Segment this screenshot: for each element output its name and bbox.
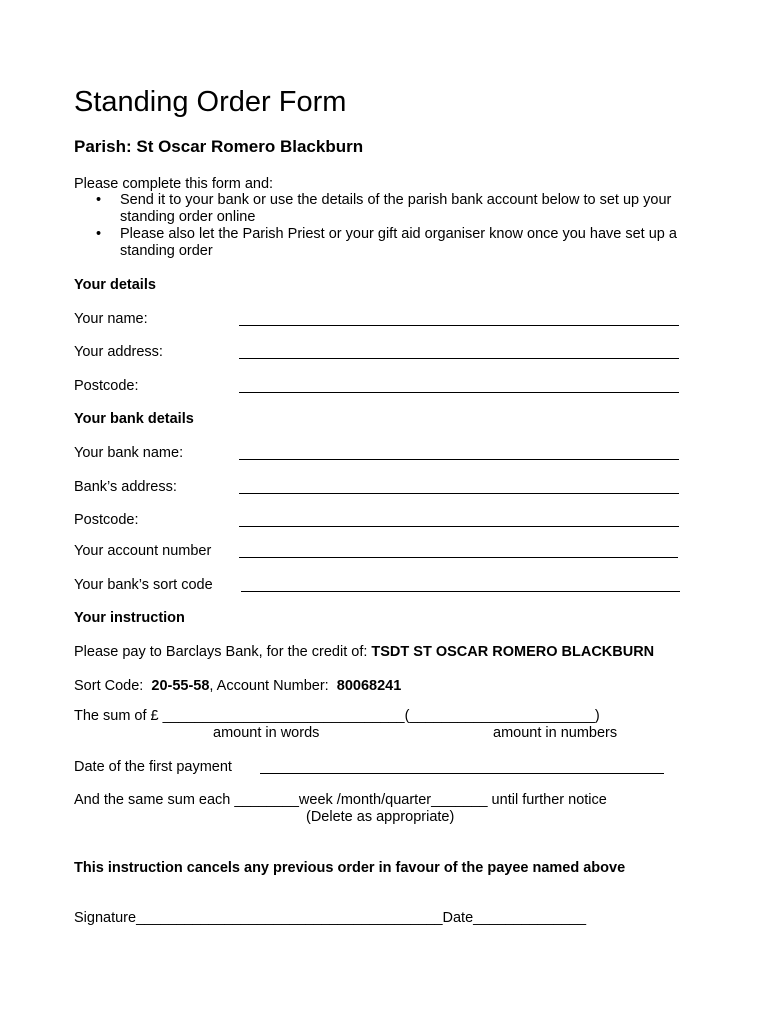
name-label: Your name:	[74, 311, 148, 327]
payee-name: TSDT ST OSCAR ROMERO BLACKBURN	[371, 644, 655, 660]
intro-text: Please complete this form and:	[74, 176, 274, 192]
instruction-list	[74, 192, 694, 260]
bank-postcode-label: Postcode:	[74, 512, 139, 528]
first-payment-field[interactable]	[260, 773, 664, 774]
account-number-label: Your account number	[74, 543, 212, 559]
amount-numbers-caption: amount in numbers	[493, 725, 618, 741]
signature-line[interactable]: Signature______________________________________Date______________	[74, 910, 587, 926]
your-details-heading: Your details	[74, 277, 156, 293]
sum-line[interactable]: The sum of £ ______________________________(_______________________)	[74, 708, 600, 724]
bullet-icon: •	[96, 226, 102, 242]
bank-address-field[interactable]	[239, 493, 679, 494]
name-field[interactable]	[239, 325, 679, 326]
bank-postcode-field[interactable]	[239, 526, 679, 527]
parish-heading: Parish: St Oscar Romero Blackburn	[74, 137, 364, 156]
bank-name-label: Your bank name:	[74, 445, 184, 461]
delete-note: (Delete as appropriate)	[306, 809, 455, 825]
list-item: • Send it to your bank or use the details of the parish bank account below to set up your standing order online	[96, 192, 672, 225]
bank-name-field[interactable]	[239, 459, 679, 460]
account-number-field[interactable]	[239, 557, 678, 558]
instruction-heading: Your instruction	[74, 610, 185, 626]
form-title: Standing Order Form	[74, 86, 347, 118]
bank-address-label: Bank’s address:	[74, 479, 177, 495]
sort-code-value: 20-55-58	[151, 678, 210, 694]
bullet-icon: •	[96, 192, 102, 208]
sort-code-label: Your bank’s sort code	[74, 577, 213, 593]
bank-details-heading: Your bank details	[74, 411, 194, 427]
postcode-field[interactable]	[239, 392, 679, 393]
account-number-value: 80068241	[336, 678, 402, 694]
cancels-note: This instruction cancels any previous order in favour of the payee named above	[74, 860, 626, 876]
payee-line: Please pay to Barclays Bank, for the credit of: TSDT ST OSCAR ROMERO BLACKBURN	[74, 644, 655, 660]
list-item: • Please also let the Parish Priest or your gift aid organiser know once you have set up a standing order	[96, 226, 677, 259]
frequency-line[interactable]: And the same sum each ________week /month/quarter_______ until further notice	[74, 792, 607, 808]
account-line: Sort Code: 20-55-58, Account Number: 80068241	[74, 678, 402, 694]
sort-code-field[interactable]	[241, 591, 680, 592]
amount-words-caption: amount in words	[213, 725, 320, 741]
address-label: Your address:	[74, 344, 163, 360]
first-payment-label: Date of the first payment	[74, 759, 232, 775]
address-field[interactable]	[239, 358, 679, 359]
postcode-label: Postcode:	[74, 378, 139, 394]
